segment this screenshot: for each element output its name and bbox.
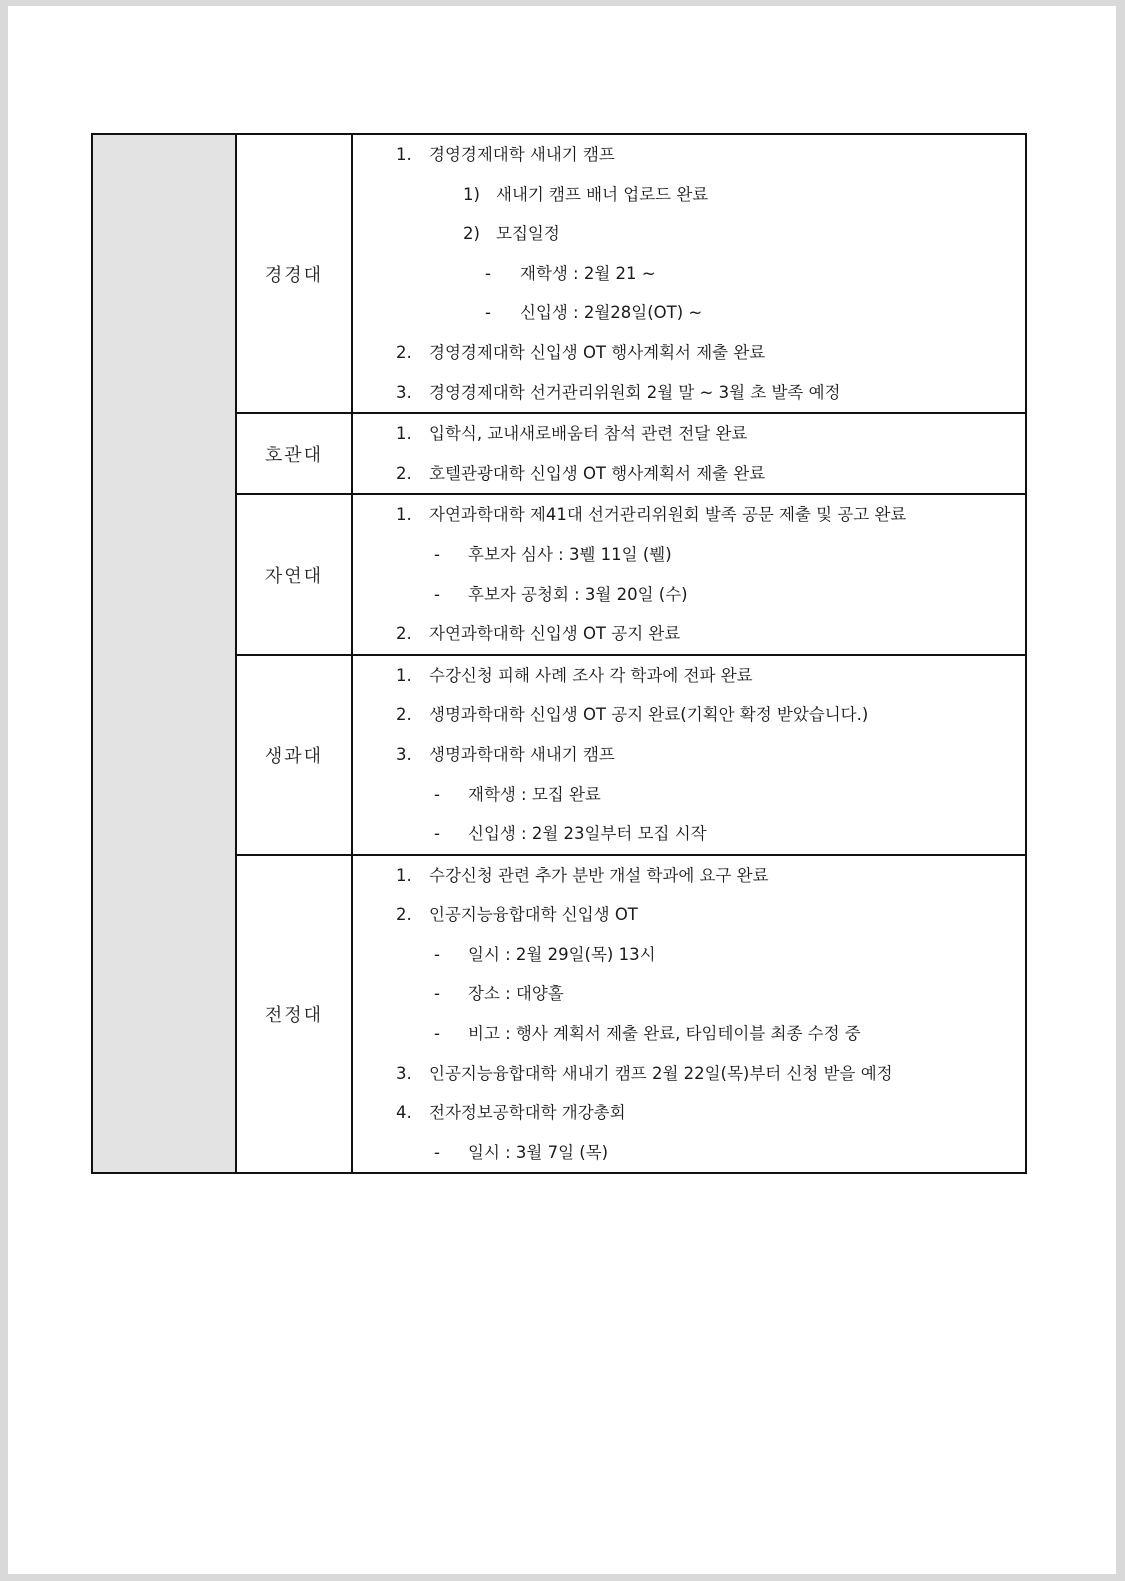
list-marker: 2. — [396, 463, 412, 483]
report-line — [353, 656, 1025, 696]
report-line — [353, 935, 1025, 975]
list-item-text: 자연과학대학 제41대 선거관리위원회 발족 공문 제출 및 공고 완료 — [429, 505, 907, 525]
list-marker: 2. — [396, 905, 412, 925]
report-line — [353, 575, 1025, 615]
list-marker: - — [485, 263, 491, 283]
list-marker: - — [434, 1142, 440, 1162]
report-line — [353, 214, 1025, 254]
list-item-text: 새내기 캠프 배너 업로드 완료 — [496, 184, 709, 204]
report-line — [353, 414, 1025, 454]
list-marker: - — [434, 784, 440, 804]
list-marker: 3. — [396, 1063, 412, 1083]
report-line — [353, 735, 1025, 775]
list-marker: 1. — [396, 665, 412, 685]
list-item-text: 신입생 : 2월28일(OT) ~ — [520, 303, 703, 323]
list-marker: - — [434, 944, 440, 964]
report-line — [353, 895, 1025, 935]
list-item-text: 일시 : 3월 7일 (목) — [468, 1142, 609, 1162]
list-item-text: 생명과학대학 새내기 캠프 — [429, 744, 615, 764]
college-report-cell — [352, 855, 1026, 1174]
list-item-text: 재학생 : 2월 21 ~ — [520, 263, 656, 283]
list-item-text: 후보자 공청회 : 3월 20일 (수) — [468, 584, 688, 604]
list-item-text: 생명과학대학 신입생 OT 공지 완료(기획안 확정 받았습니다.) — [429, 705, 869, 725]
list-marker: - — [434, 544, 440, 564]
list-marker: 4. — [396, 1103, 412, 1123]
list-marker: 1. — [396, 145, 412, 164]
list-item-text: 호텔관광대학 신입생 OT 행사계획서 제출 완료 — [429, 463, 766, 483]
report-line — [353, 695, 1025, 735]
report-line — [353, 135, 1025, 175]
list-item-text: 수강신청 관련 추가 분반 개설 학과에 요구 완료 — [429, 865, 769, 885]
report-line — [353, 535, 1025, 575]
category-cell — [92, 134, 236, 1173]
college-row — [92, 134, 1026, 413]
report-line — [353, 254, 1025, 294]
list-item-text: 재학생 : 모집 완료 — [468, 784, 601, 804]
list-marker: 2. — [396, 342, 412, 362]
report-line — [353, 175, 1025, 215]
report-line — [353, 614, 1025, 654]
list-marker: - — [485, 303, 491, 323]
report-table-body — [92, 134, 1026, 1173]
list-marker: 2. — [396, 705, 412, 725]
list-item-text: 자연과학대학 신입생 OT 공지 완료 — [429, 624, 681, 644]
report-line — [353, 1093, 1025, 1133]
list-item-text: 경영경제대학 선거관리위원회 2월 말 ~ 3월 초 발족 예정 — [429, 382, 841, 402]
college-name-cell: 경경대 — [236, 134, 352, 413]
list-item-text: 경영경제대학 새내기 캠프 — [429, 145, 615, 164]
list-item-text: 신입생 : 2월 23일부터 모집 시작 — [468, 824, 707, 844]
list-item-text: 비고 : 행사 계획서 제출 완료, 타임테이블 최종 수정 중 — [468, 1024, 861, 1044]
college-report-cell — [352, 655, 1026, 855]
report-line — [353, 1014, 1025, 1054]
report-line — [353, 293, 1025, 333]
report-line — [353, 454, 1025, 494]
list-marker: 1. — [396, 505, 412, 525]
list-item-text: 전자정보공학대학 개강총회 — [429, 1103, 626, 1123]
college-name-cell: 전정대 — [236, 855, 352, 1174]
college-name-cell: 호관대 — [236, 413, 352, 494]
report-line — [353, 775, 1025, 815]
college-name-cell: 자연대 — [236, 494, 352, 654]
list-item-text: 장소 : 대양홀 — [468, 984, 564, 1004]
report-line — [353, 974, 1025, 1014]
list-item-text: 입학식, 교내새로배움터 참석 관련 전달 완료 — [429, 424, 748, 444]
college-report-cell — [352, 413, 1026, 494]
report-line — [353, 814, 1025, 854]
list-item-text: 인공지능융합대학 새내기 캠프 2월 22일(목)부터 신청 받을 예정 — [429, 1063, 893, 1083]
document-page — [8, 6, 1116, 1574]
report-line — [353, 1054, 1025, 1094]
college-report-cell — [352, 134, 1026, 413]
list-item-text: 수강신청 피해 사례 조사 각 학과에 전파 완료 — [429, 665, 753, 685]
list-marker: 2) — [463, 224, 480, 244]
report-line — [353, 1133, 1025, 1173]
list-item-text: 일시 : 2월 29일(목) 13시 — [468, 944, 656, 964]
list-marker: 1. — [396, 424, 412, 444]
list-marker: 1. — [396, 865, 412, 885]
list-marker: 1) — [463, 184, 480, 204]
report-line — [353, 856, 1025, 896]
list-item-text: 후보자 심사 : 3뷀 11일 (뷀) — [468, 544, 672, 564]
report-line — [353, 495, 1025, 535]
list-item-text: 인공지능융합대학 신입생 OT — [429, 905, 638, 925]
college-report-cell — [352, 494, 1026, 654]
report-line — [353, 373, 1025, 413]
list-marker: 2. — [396, 624, 412, 644]
list-marker: - — [434, 584, 440, 604]
list-marker: - — [434, 824, 440, 844]
list-marker: - — [434, 1024, 440, 1044]
list-marker: 3. — [396, 382, 412, 402]
list-item-text: 경영경제대학 신입생 OT 행사계획서 제출 완료 — [429, 342, 766, 362]
list-marker: - — [434, 984, 440, 1004]
list-item-text: 모집일정 — [496, 224, 560, 244]
college-name-cell: 생과대 — [236, 655, 352, 855]
report-line — [353, 333, 1025, 373]
report-table — [91, 133, 1027, 1174]
list-marker: 3. — [396, 744, 412, 764]
